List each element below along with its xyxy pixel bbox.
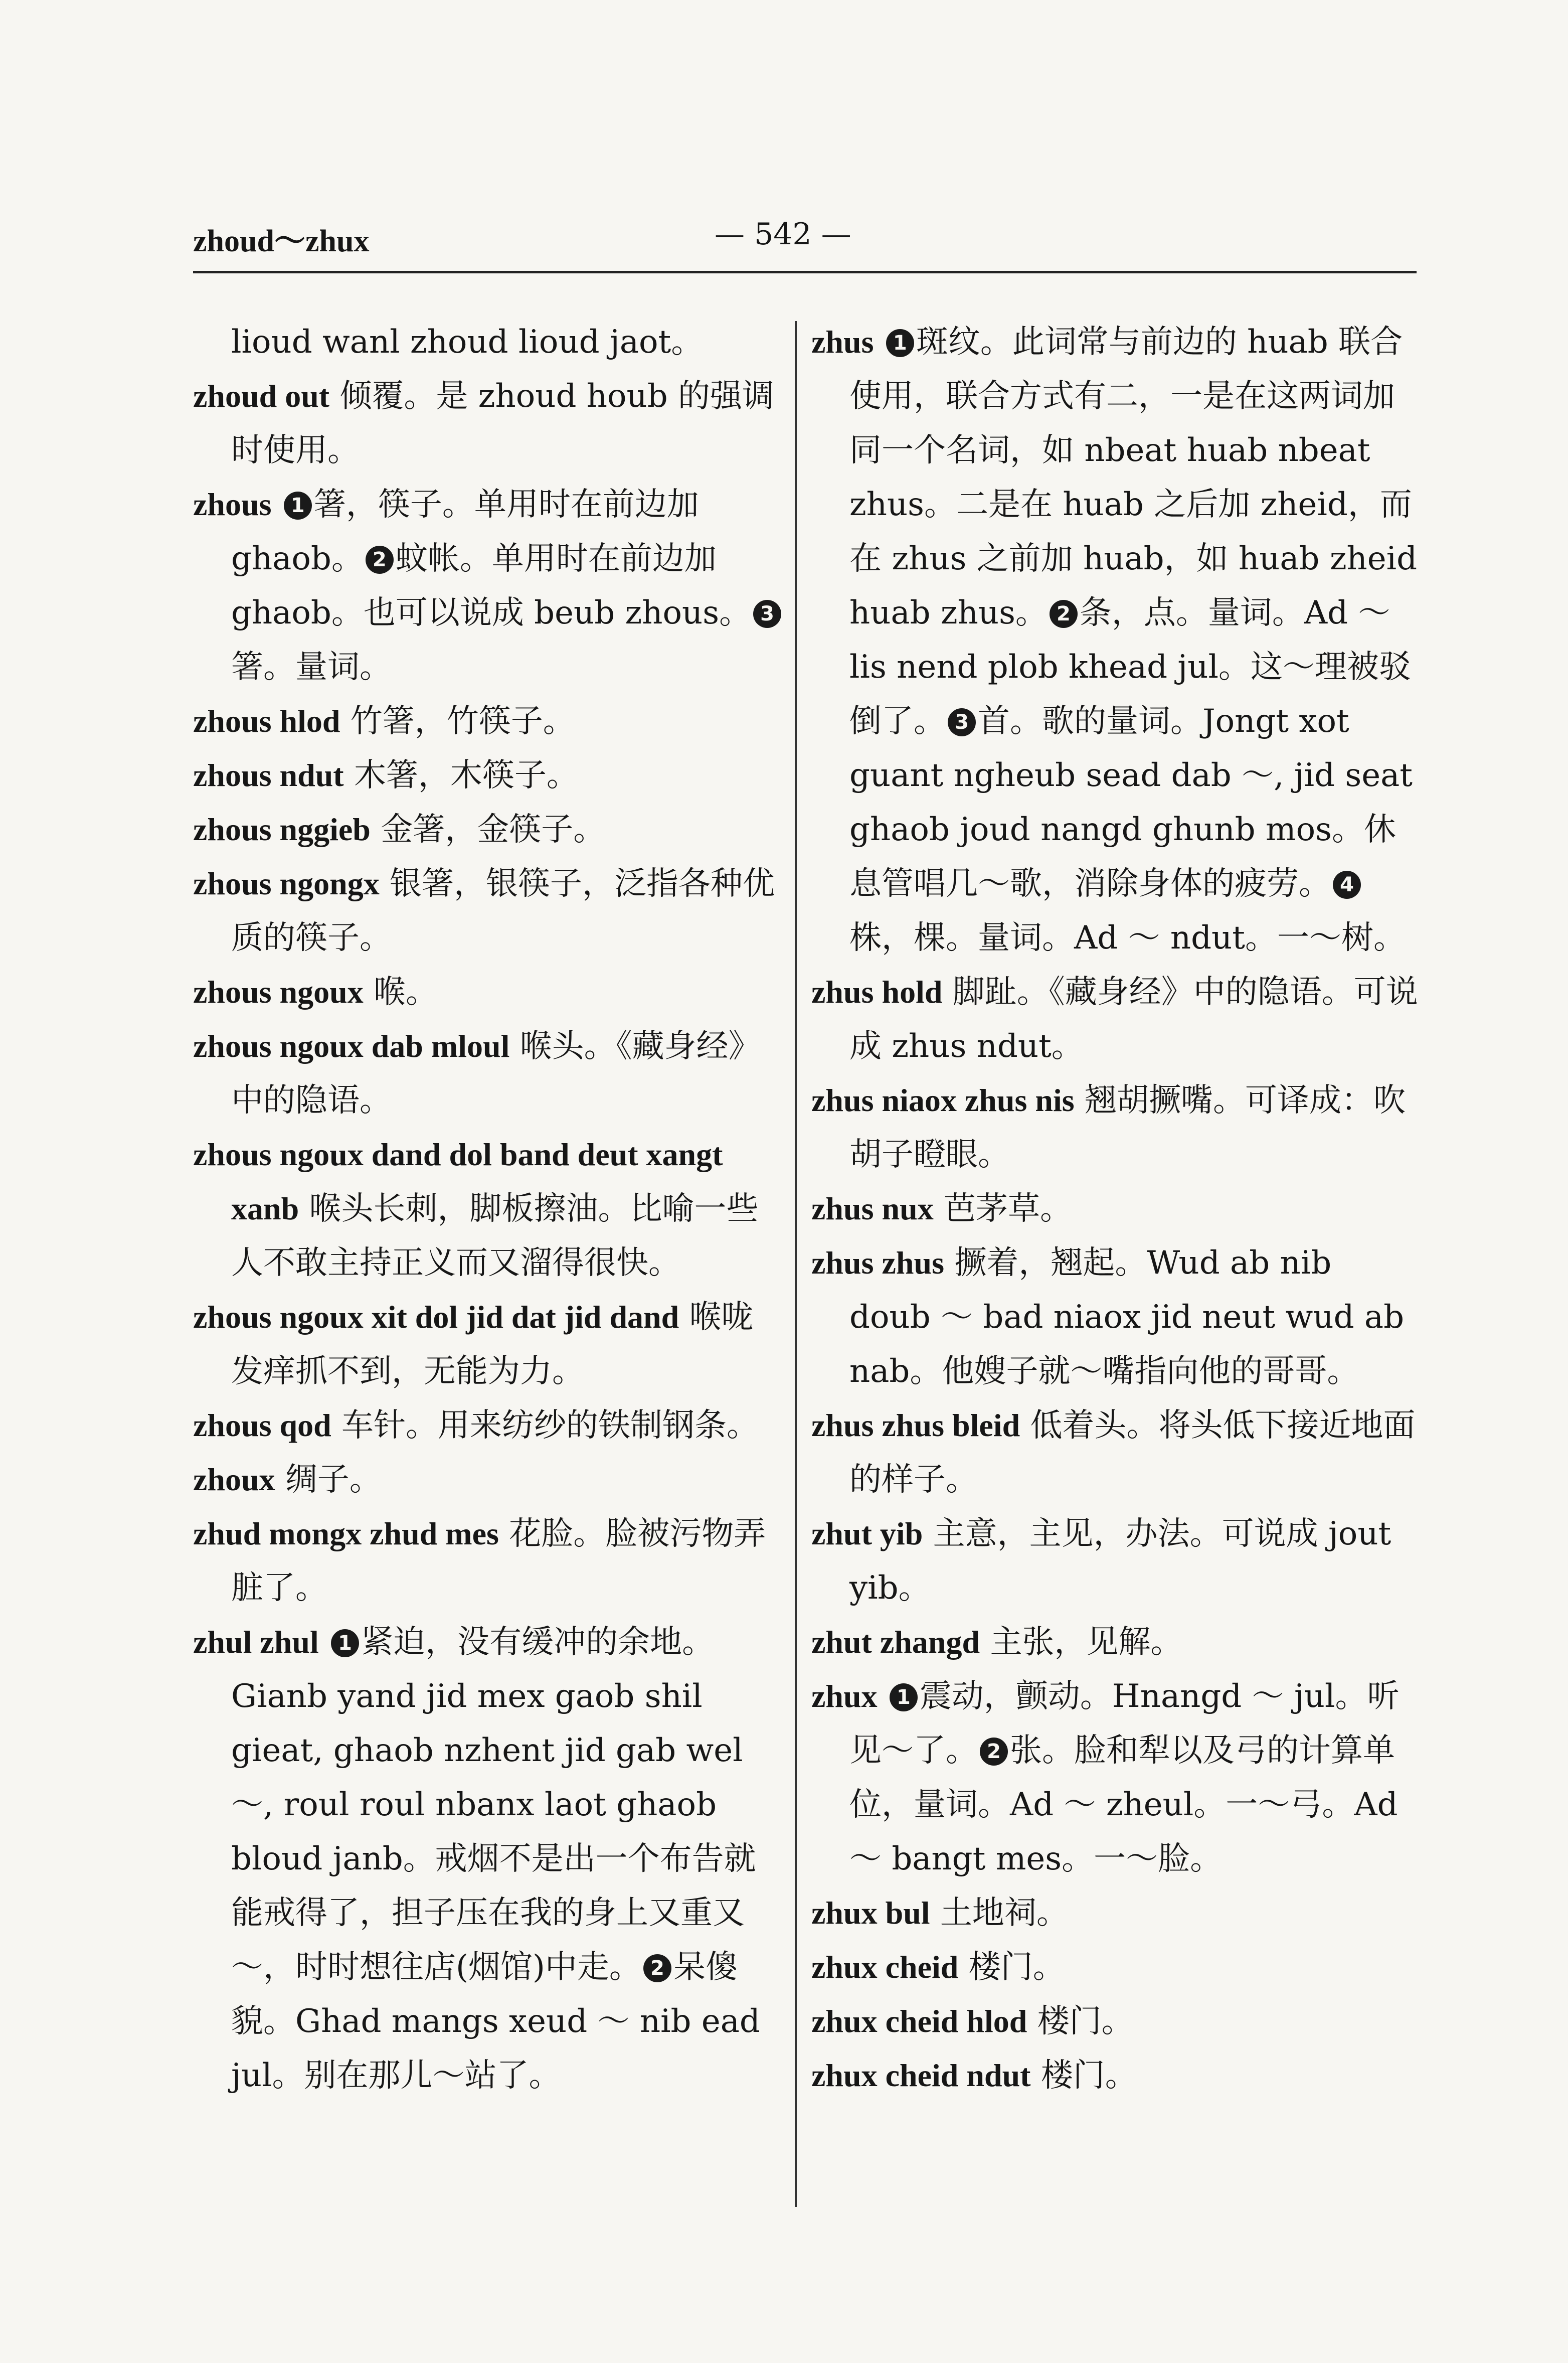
headword: zhous ngongx — [193, 866, 380, 901]
definition-text: 条，点。量词。Ad ～ lis nend plob khead jul。这～理被驳倒了。 — [849, 594, 1411, 740]
headword: zhut yib — [811, 1516, 923, 1551]
dictionary-entry — [193, 1019, 785, 1128]
sense-number: 1 — [886, 329, 914, 357]
definition-text: 翘胡撅嘴。可译成：吹胡子瞪眼。 — [849, 1082, 1406, 1173]
sense-number: 4 — [1333, 871, 1361, 899]
page-header — [193, 216, 1417, 261]
definition-text: 绸子。 — [285, 1461, 382, 1498]
dictionary-entry — [193, 965, 785, 1019]
headword: zhus zhus — [811, 1245, 944, 1281]
dictionary-entry — [193, 857, 785, 965]
sense-number: 2 — [366, 546, 394, 574]
definition-text: 楼门。 — [968, 1949, 1065, 1986]
sense-number: 3 — [753, 600, 781, 628]
headword: zhous — [193, 487, 272, 522]
dictionary-entry — [811, 1886, 1418, 1940]
header-rule — [193, 271, 1417, 273]
definition-text: 花脸。脸被污物弄脏了。 — [231, 1515, 766, 1607]
left-column — [193, 315, 785, 2103]
definition-text: 竹箸，竹筷子。 — [350, 703, 575, 740]
definition-text: 箸，筷子。单用时在前边加 ghaob。 — [231, 486, 699, 577]
definition-text: 楼门。 — [1040, 2057, 1137, 2094]
dictionary-entry — [193, 748, 785, 803]
definition-text: 木箸，木筷子。 — [354, 757, 579, 794]
headword: zhous ngoux dab mloul — [193, 1028, 510, 1064]
dictionary-entry — [193, 369, 785, 478]
dictionary-entry — [193, 1507, 785, 1615]
definition-text: 张。脸和犁以及弓的计算单位，量词。Ad ～ zheul。一～弓。Ad ～ bangt mes。一～脸。 — [849, 1732, 1398, 1877]
dictionary-entry — [811, 315, 1418, 965]
dictionary-entry — [811, 1236, 1418, 1398]
definition-text: 喉头长刺，脚板擦油。比喻一些人不敢主持正义而又溜得很快。 — [231, 1190, 759, 1282]
headword: zhous ndut — [193, 757, 344, 793]
definition-text: 芭茅草。 — [944, 1190, 1073, 1227]
sense-number: 2 — [1050, 600, 1078, 628]
headword: zhus nux — [811, 1191, 934, 1226]
definition-text: 呆傻貌。Ghad mangs xeud ～ nib ead jul。别在那儿～站了。 — [231, 1949, 760, 2094]
dictionary-entry — [811, 1615, 1418, 1669]
definition-text: 紧迫，没有缓冲的余地。Gianb yand jid mex gaob shil gieat, ghaob nzhent jid gab wel ～, roul roul nbanx laot ghaob bloud janb。戒烟不是出一个布告就能戒得了，担子压在我的身上又重又～，时时想往店(烟馆)中走。 — [231, 1624, 756, 1986]
definition-text: lioud wanl zhoud lioud jaot。 — [231, 324, 704, 361]
headword: zhus zhus bleid — [811, 1407, 1020, 1443]
definition-text: 主张，见解。 — [990, 1624, 1183, 1661]
headword: zhoux — [193, 1462, 275, 1497]
sense-number: 2 — [980, 1738, 1008, 1766]
headword: zhous ngoux dand dol band deut xangt xanb — [193, 1137, 723, 1226]
definition-text: 喉咙发痒抓不到，无能为力。 — [231, 1299, 754, 1390]
dictionary-entry — [193, 1398, 785, 1453]
page-number: — 542 — — [715, 217, 851, 252]
dictionary-entry — [811, 1940, 1418, 1994]
definition-text: 株，棵。量词。Ad ～ ndut。一～树。 — [849, 919, 1406, 957]
definition-text: 首。歌的量词。Jongt xot guant ngheub sead dab ～, jid seat ghaob joud nangd ghunb mos。休息管唱几～歌，消除身体的疲劳。 — [849, 703, 1413, 902]
dictionary-entry — [811, 965, 1418, 1073]
dictionary-entry — [811, 1398, 1418, 1507]
headword: zhous qod — [193, 1407, 331, 1443]
definition-text: 喉头。《藏身经》中的隐语。 — [231, 1028, 761, 1119]
definition-text: 倾覆。是 zhoud houb 的强调时使用。 — [231, 378, 775, 469]
sense-number: 1 — [890, 1683, 918, 1711]
dictionary-entry — [193, 1128, 785, 1290]
headword: zhux bul — [811, 1895, 930, 1931]
headword: zhux — [811, 1678, 878, 1714]
definition-text: 低着头。将头低下接近地面的样子。 — [849, 1407, 1416, 1498]
dictionary-entry — [811, 2049, 1418, 2103]
headword: zhul zhul — [193, 1624, 319, 1660]
headword: zhux cheid hlod — [811, 2003, 1027, 2039]
entry-continuation — [193, 315, 785, 369]
definition-text: 喉。 — [374, 974, 438, 1011]
headword: zhus niaox zhus nis — [811, 1082, 1075, 1118]
definition-text: 震动，颤动。Hnangd ～ jul。听见～了。 — [849, 1678, 1400, 1769]
headword: zhoud out — [193, 378, 330, 414]
headword: zhus hold — [811, 974, 943, 1010]
headword: zhut zhangd — [811, 1624, 980, 1660]
definition-text: 金箸，金筷子。 — [381, 811, 606, 848]
dictionary-entry — [193, 1290, 785, 1398]
definition-text: 斑纹。此词常与前边的 huab 联合使用，联合方式有二，一是在这两词加同一个名词，如 nbeat huab nbeat zhus。二是在 huab 之后加 zheid，而在 zhus 之前加 huab，如 huab zheid huab zhus。 — [849, 324, 1418, 632]
dictionary-entry — [811, 1507, 1418, 1615]
definition-text: 主意，主见，办法。可说成 jout yib。 — [849, 1515, 1391, 1607]
definition-text: 楼门。 — [1037, 2003, 1134, 2040]
headword: zhux cheid — [811, 1949, 959, 1985]
dictionary-entry — [193, 1615, 785, 2103]
dictionary-entry — [193, 1453, 785, 1507]
headword: zhous hlod — [193, 703, 340, 739]
dictionary-entry — [193, 803, 785, 857]
definition-text: 车针。用来纺纱的铁制钢条。 — [341, 1407, 759, 1444]
dictionary-entry — [811, 1182, 1418, 1236]
sense-number: 2 — [643, 1954, 671, 1982]
headword: zhus — [811, 324, 874, 360]
definition-text: 银箸，银筷子，泛指各种优质的筷子。 — [231, 865, 775, 957]
sense-number: 1 — [331, 1629, 359, 1657]
dictionary-entry — [811, 1994, 1418, 2049]
headword: zhous nggieb — [193, 812, 371, 847]
dictionary-entry — [811, 1669, 1418, 1886]
dictionary-entry — [193, 478, 785, 694]
definition-text: 箸。量词。 — [231, 649, 392, 686]
definition-text: 脚趾。《藏身经》中的隐语。可说成 zhus ndut。 — [849, 974, 1418, 1065]
sense-number: 3 — [948, 708, 976, 736]
headword: zhous ngoux — [193, 974, 364, 1010]
definition-text: 蚊帐。单用时在前边加 ghaob。也可以说成 beub zhous。 — [231, 540, 752, 632]
right-column — [811, 315, 1418, 2103]
headword: zhux cheid ndut — [811, 2058, 1031, 2093]
headword-range: zhoud～zhux — [193, 224, 370, 258]
sense-number: 1 — [284, 492, 312, 520]
headword: zhud mongx zhud mes — [193, 1516, 499, 1551]
headword: zhous ngoux xit dol jid dat jid dand — [193, 1299, 679, 1335]
dictionary-entry — [811, 1073, 1418, 1182]
definition-text: 撅着，翘起。Wud ab nib doub ～ bad niaox jid neut wud ab nab。他嫂子就～嘴指向他的哥哥。 — [849, 1244, 1405, 1390]
dictionary-entry — [193, 694, 785, 748]
definition-text: 土地祠。 — [940, 1895, 1069, 1932]
column-divider — [795, 321, 797, 2207]
